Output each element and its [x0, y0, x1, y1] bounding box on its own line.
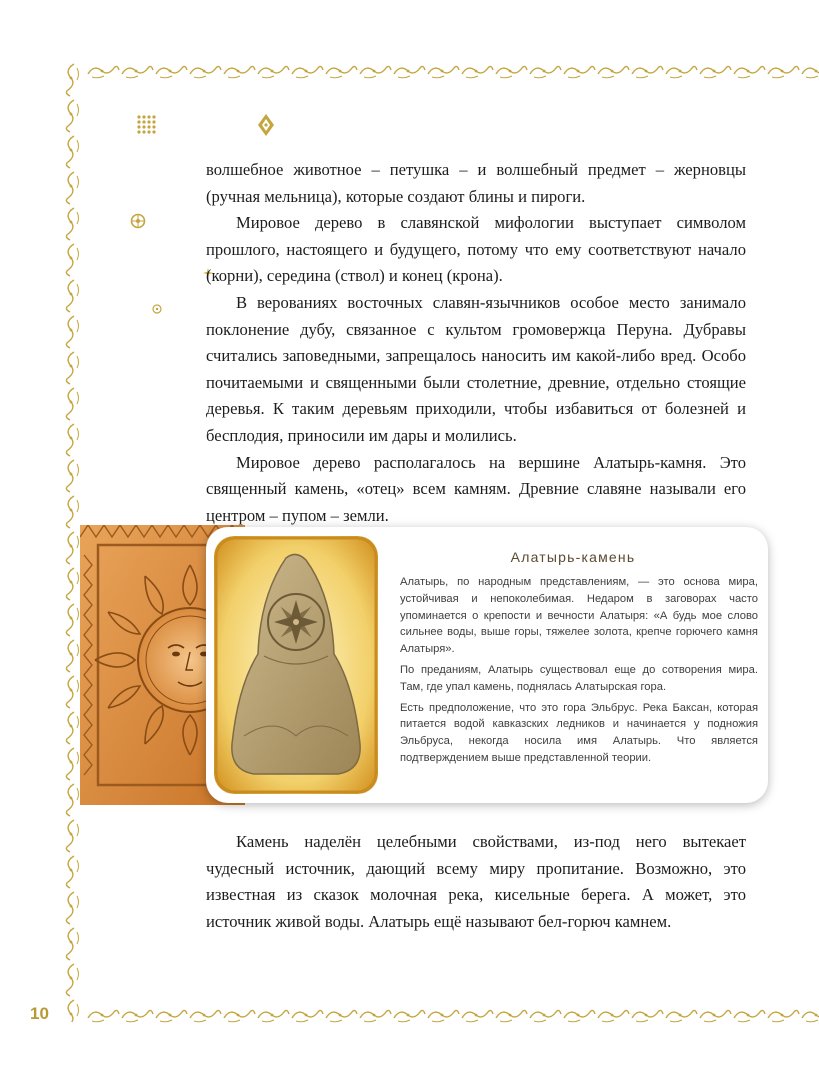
paragraph-4: Мировое дерево располагалось на вершине Алатырь-камня. Это священный камень, «отец» всем камням. Древние славяне называли его центром – пупом – земли.	[206, 452, 746, 525]
paragraph-2: Мировое дерево в славянской мифологии выступает символом прошлого, настоящего и будущего, потому что ему соответствуют начало (корни), середина (ствол) и конец (крона).	[206, 213, 746, 286]
dot-grid-ornament-icon	[136, 114, 158, 136]
circle-ornament-icon	[152, 304, 162, 314]
flower-ornament-icon	[130, 213, 146, 229]
bottom-border-ornament	[86, 1006, 819, 1024]
main-text-bottom	[206, 829, 746, 935]
paragraph-3: В верованиях восточных славян-язычников особое место занимало поклонение дубу, связанное с культом громовержца Перуна. Дубравы считались заповедными, запрещалось наносить им какой-либо вред. Особо почитаемыми и священными были столетние, древние, отдельно стоящие деревья. К таким деревьям приходили, чтобы избавиться от болезней и бесплодия, приносили им дары и молились.	[206, 292, 746, 445]
left-border-ornament	[62, 62, 82, 1022]
sidebar-title: Алатырь-камень	[510, 549, 636, 565]
sidebar-paragraph-3: Есть предположение, что это гора Эльбрус. Река Баксан, которая питается водой кавказских ледников и начинается у подножия Эльбруса, некогда носила имя Алатырь. Что является подтверждением выше представленной теории.	[400, 701, 758, 764]
sidebar-paragraph-2: По преданиям, Алатырь существовал еще до сотворения мира. Там, где упал камень, поднялась Алатырская гора.	[400, 663, 758, 693]
paragraph-1: волшебное животное – петушка – и волшебный предмет – жерновцы (ручная мельница), которые создают блины и пироги.	[206, 160, 746, 206]
top-border-ornament	[86, 62, 819, 80]
paragraph-5: Камень наделён целебными свойствами, из-под него вытекает чудесный источник, дающий всему миру пропитание. Возможно, это известная из сказок молочная река, кисельные берега. А может, это источник живой воды. Алатырь ещё называют бел-горюч камнем.	[206, 832, 746, 931]
diamond-ornament-icon	[257, 113, 275, 137]
alatyr-stone-icon	[214, 536, 378, 794]
sidebar-paragraph-1: Алатырь, по народным представлениям, — это основа мира, устойчивая и непоколебимая. Недаром в заговорах часто упоминается о крепости и вечности Алатыря: «А будь мое слово сильнее воды, выше горы, тяжелее золота, крепче горючего камня Алатыря».	[400, 576, 758, 656]
sidebar-text	[400, 574, 758, 771]
page-number: 10	[30, 1004, 49, 1023]
main-text-top	[206, 157, 746, 529]
